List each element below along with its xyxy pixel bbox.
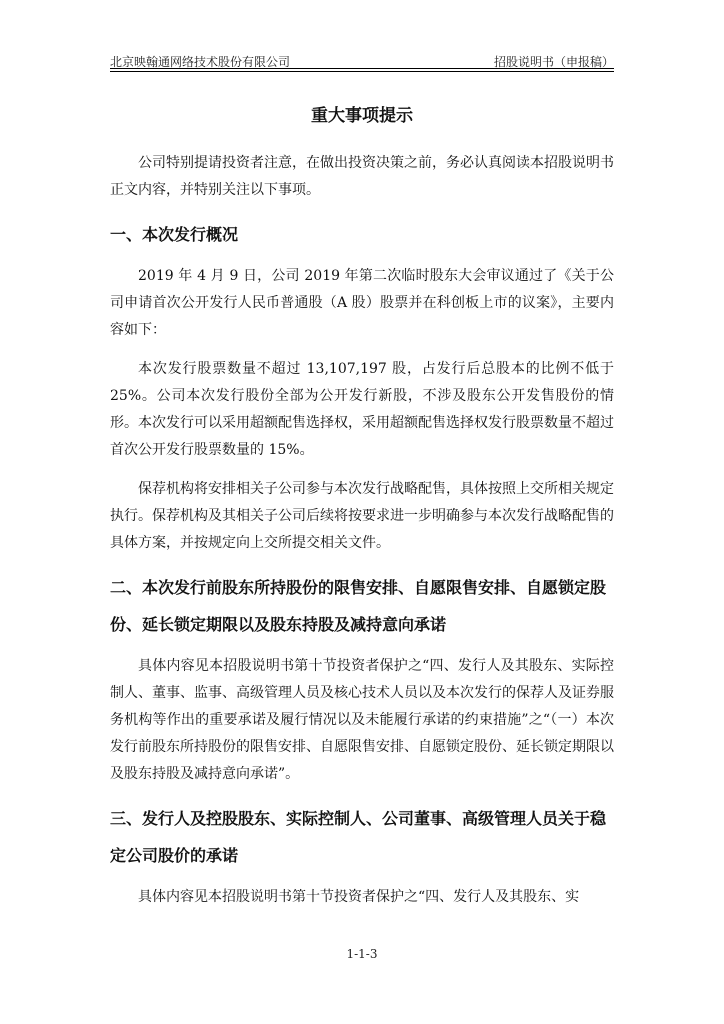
page-number: 1-1-3 bbox=[346, 947, 378, 961]
section-1-paragraph-2: 本次发行股票数量不超过 13,107,197 股，占发行后总股本的比例不低于 25%。公司本次发行股份全部为公开发行新股，不涉及股东公开发售股份的情形。本次发行可以采用超额配售选择权，采用超额配售选择权发行股票数量不超过首次公开发行股票数量的 15%。 bbox=[110, 361, 614, 458]
section-heading-2: 二、本次发行前股东所持股份的限售安排、自愿限售安排、自愿锁定股份、延长锁定期限以及股东持股及减持意向承诺 bbox=[110, 578, 607, 634]
page-body bbox=[110, 104, 614, 923]
section-1-paragraph-3: 保荐机构将安排相关子公司参与本次发行战略配售，具体按照上交所相关规定执行。保荐机构及其相关子公司后续将按要求进一步明确参与本次发行战略配售的具体方案，并按规定向上交所提交相关文件。 bbox=[110, 481, 614, 551]
section-heading-1: 一、本次发行概况 bbox=[110, 225, 239, 244]
section-heading-3: 三、发行人及控股股东、实际控制人、公司董事、高级管理人员关于稳定公司股价的承诺 bbox=[110, 809, 607, 865]
header-document-type: 招股说明书（申报稿） bbox=[493, 55, 614, 69]
section-2-paragraph-1: 具体内容见本招股说明书第十节投资者保护之“四、发行人及其股东、实际控制人、董事、监事、高级管理人员及核心技术人员以及本次发行的保荐人及证券服务机构等作出的重要承诺及履行情况以及未能履行承诺的约束措施”之“（一）本次发行前股东所持股份的限售安排、自愿限售安排、自愿锁定股份、延长锁定期限以及股东持股及减持意向承诺”。 bbox=[110, 658, 614, 782]
section-1-paragraph-1: 2019 年 4 月 9 日，公司 2019 年第二次临时股东大会审议通过了《关于公司申请首次公开发行人民币普通股（A 股）股票并在科创板上市的议案》，主要内容如下： bbox=[110, 268, 614, 338]
header-divider bbox=[110, 68, 614, 69]
header-company-name: 北京映翰通网络技术股份有限公司 bbox=[110, 55, 291, 69]
page-header bbox=[110, 50, 614, 70]
page-title: 重大事项提示 bbox=[311, 106, 413, 126]
section-3-paragraph-1: 具体内容见本招股说明书第十节投资者保护之“四、发行人及其股东、实 bbox=[138, 889, 580, 905]
header-divider-secondary bbox=[110, 71, 614, 72]
intro-paragraph: 公司特别提请投资者注意，在做出投资决策之前，务必认真阅读本招股说明书正文内容，并特别关注以下事项。 bbox=[110, 155, 614, 198]
